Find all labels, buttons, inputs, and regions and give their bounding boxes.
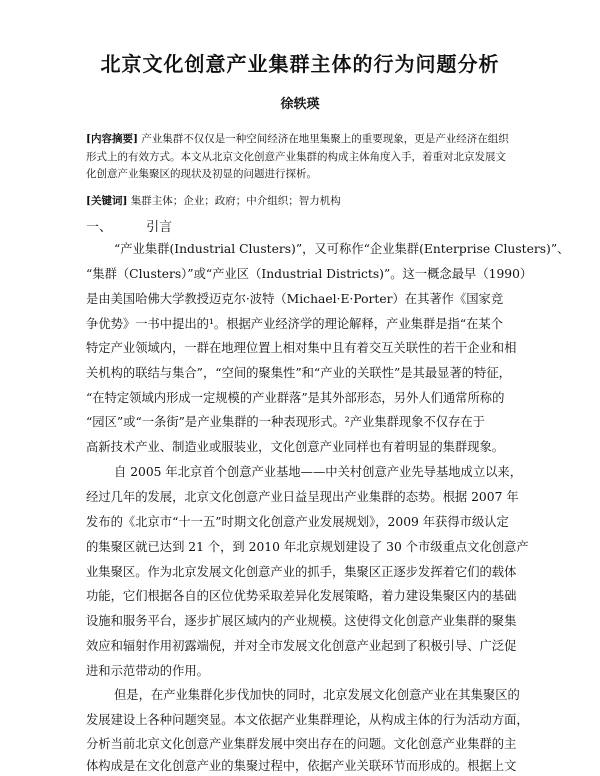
- body-line: 自 2005 年北京首个创意产业基地——中关村创意产业先导基地成立以来，: [114, 465, 523, 479]
- author-name: 徐轶瑛: [280, 97, 320, 112]
- body-line: 功能，它们根据各自的区位优势采取差异化发展策略，着力建设集聚区内的基础: [86, 589, 517, 603]
- body-line: 分析当前北京文化创意产业集群发展中突出存在的问题。文化创意产业集群的主: [86, 737, 517, 751]
- body-line: 经过几年的发展，北京文化创意产业日益呈现出产业集群的态势。根据 2007 年: [86, 490, 519, 504]
- abstract-label: [内容摘要]: [86, 133, 138, 145]
- body-line: 进和示范带动的作用。: [86, 664, 209, 678]
- body-line: 发展建设上各种问题突显。本文依据产业集群理论，从构成主体的行为活动方面，: [86, 713, 529, 727]
- body-line: 设施和服务平台，逐步扩展区域内的产业规模。这使得文化创意产业集群的聚集: [86, 614, 517, 628]
- keywords-label: [关键词]: [86, 195, 128, 207]
- body-line: 高新技术产业、制造业或服装业，文化创意产业同样也有着明显的集群现象。: [86, 440, 505, 454]
- body-line: “产业集群(Industrial Clusters)”，又可称作“企业集群(Enterprise Clusters)”、: [114, 242, 570, 256]
- body-line: “集群（Clusters）”或“产业区（Industrial Districts)”。这一概念最早（1990）: [86, 267, 533, 281]
- keywords-text: 集群主体；企业；政府；中介组织；智力机构: [130, 195, 341, 207]
- body-line: 发布的《北京市“十一五”时期文化创意产业发展规划》，2009 年获得市级认定: [86, 515, 509, 529]
- body-line: 特定产业领域内，一群在地理位置上相对集中且有着交互关联性的若干企业和相: [86, 341, 517, 355]
- section-number: 一、: [86, 220, 113, 235]
- body-line: 的集聚区就已达到 21 个，到 2010 年北京规划建设了 30 个市级重点文化创意产: [86, 540, 529, 554]
- section-heading: [86, 216, 172, 235]
- body-line: 是由美国哈佛大学教授迈克尔·波特（Michael·E·Porter）在其著作《国家竞: [86, 292, 504, 306]
- section-title: 引言: [146, 220, 173, 235]
- body-line: 效应和辐射作用初露端倪，并对全市发展文化创意产业起到了积极引导、广泛促: [86, 639, 517, 653]
- body-line: 但是，在产业集群化步伐加快的同时，北京发展文化创意产业在其集聚区的: [114, 688, 520, 702]
- body-line: 业集聚区。作为北京发展文化创意产业的抓手，集聚区正逐步发挥着它们的载体: [86, 565, 517, 579]
- body-line: 争优势》一书中提出的¹。根据产业经济学的理论解释，产业集群是指“在某个: [86, 317, 504, 331]
- page-title: 北京文化创意产业集群主体的行为问题分析: [100, 52, 500, 76]
- abstract-text: 产业集群不仅仅是一种空间经济在地里集聚上的重要现象，更是产业经济在组织形式上的有效方式。本文从北京文化创意产业集群的构成主体角度入手，着重对北京发展文化创意产业集聚区的现状及初显的问题进行探析。: [86, 133, 509, 180]
- body-line: “园区”或“一条街”是产业集群的一种表现形式。²产业集群现象不仅存在于: [86, 415, 485, 429]
- body-line: “在特定领域内形成一定规模的产业群落”是其外部形态，另外人们通常所称的: [86, 391, 505, 405]
- keywords: [86, 193, 516, 209]
- body-line: 关机构的联结与集合”，“空间的聚集性”和“产业的关联性”是其最显著的特征，: [86, 366, 511, 380]
- body-line: 体构成是在文化创意产业的集聚过程中，依据产业关联环节而形成的。根据上文: [86, 759, 517, 773]
- abstract: [86, 131, 516, 184]
